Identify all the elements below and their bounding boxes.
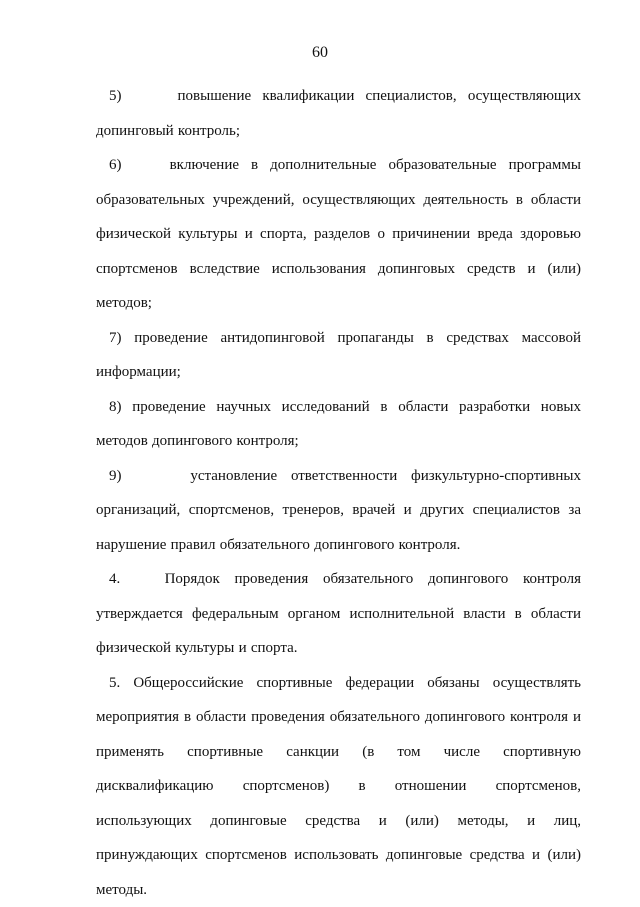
paragraph-section-5: 5. Общероссийские спортивные федерации обязаны осуществлять мероприятия в области проведения обязательного допингового контроля и применять спортивные санкции (в том числе спортивную дисквалификацию спортсменов) в отношении спортсменов, использующих допинговые средства и (или) методы, и лиц, принуждающих спортсменов использовать допинговые средства и (или) методы.	[96, 666, 581, 907]
paragraph-item-8: 8) проведение научных исследований в области разработки новых методов допингового контроля;	[96, 390, 581, 459]
paragraph-item-9: 9) установление ответственности физкультурно-спортивных организаций, спортсменов, тренеров, врачей и других специалистов за нарушение правил обязательного допингового контроля.	[96, 459, 581, 563]
paragraph-item-7: 7) проведение антидопинговой пропаганды в средствах массовой информации;	[96, 321, 581, 390]
paragraph-section-4: 4. Порядок проведения обязательного допингового контроля утверждается федеральным органом исполнительной власти в области физической культуры и спорта.	[96, 562, 581, 666]
paragraph-item-6: 6) включение в дополнительные образовательные программы образовательных учреждений, осуществляющих деятельность в области физической культуры и спорта, разделов о причинении вреда здоровью спортсменов вследствие использования допинговых средств и (или) методов;	[96, 148, 581, 321]
document-body	[96, 79, 581, 907]
paragraph-item-5: 5) повышение квалификации специалистов, осуществляющих допинговый контроль;	[96, 79, 581, 148]
page-number: 60	[0, 44, 640, 62]
